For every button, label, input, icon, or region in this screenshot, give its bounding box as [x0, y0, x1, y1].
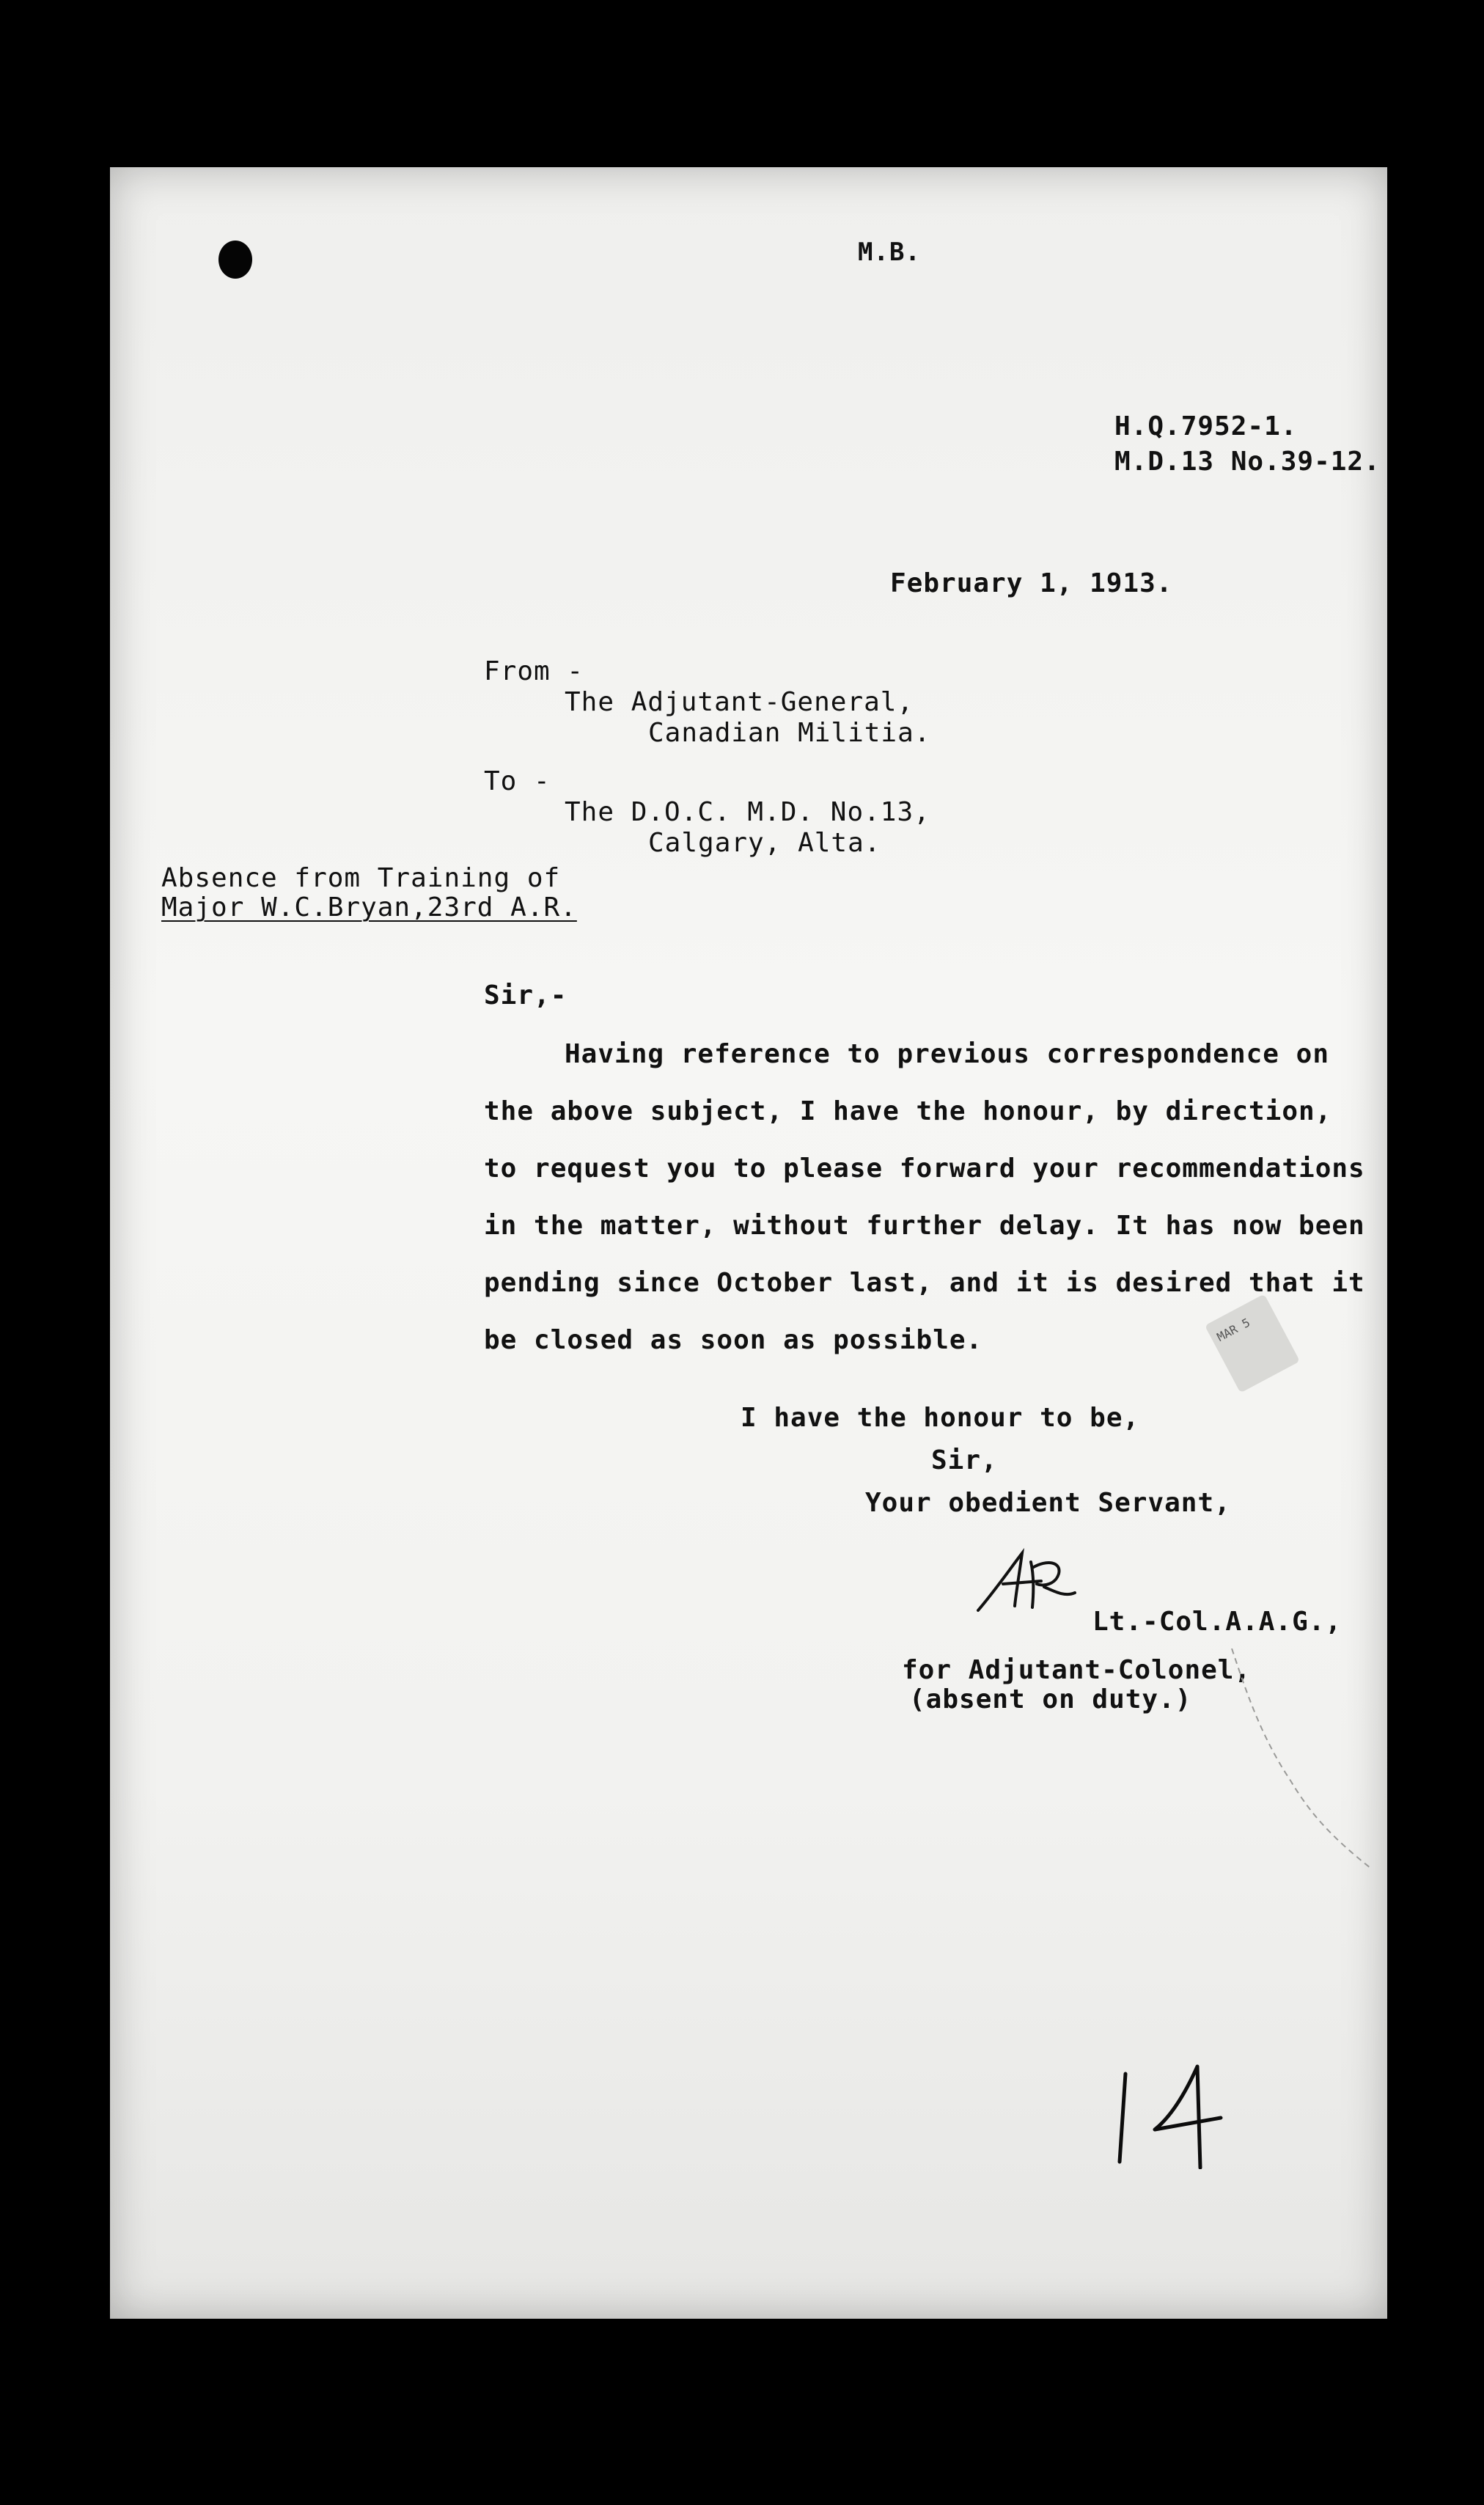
for-line-2: (absent on duty.) [909, 1684, 1192, 1714]
from-line-2: Canadian Militia. [648, 718, 931, 748]
for-line-1: for Adjutant-Colonel, [902, 1655, 1252, 1685]
to-line-2: Calgary, Alta. [648, 828, 881, 858]
closing-line-1: I have the honour to be, [741, 1403, 1140, 1433]
body-line-4: in the matter, without further delay. It has now been [484, 1211, 1365, 1241]
to-label: To - [484, 766, 551, 796]
punch-hole [218, 241, 252, 279]
letter-page [110, 167, 1387, 2319]
body-line-5: pending since October last, and it is desired that it [484, 1268, 1365, 1298]
reference-md: M.D.13 No.39-12. [1114, 447, 1381, 477]
closing-line-3: Your obedient Servant, [865, 1488, 1231, 1518]
from-line-1: The Adjutant-General, [565, 687, 914, 717]
page-number-handwritten [1111, 2059, 1235, 2169]
header-initials: M.B. [858, 238, 921, 267]
body-line-6: be closed as soon as possible. [484, 1325, 983, 1355]
to-line-1: The D.O.C. M.D. No.13, [565, 797, 930, 827]
body-line-3: to request you to please forward your recommendations [484, 1154, 1365, 1184]
body-line-1: Having reference to previous correspondence on [565, 1039, 1329, 1069]
salutation: Sir,- [484, 980, 567, 1011]
subject-line-1: Absence from Training of [161, 863, 561, 893]
signer-title: Lt.-Col.A.A.G., [1092, 1607, 1342, 1637]
body-line-2: the above subject, I have the honour, by direction, [484, 1096, 1332, 1126]
letter-date: February 1, 1913. [890, 568, 1173, 598]
received-stamp: MAR 5 [1205, 1294, 1300, 1393]
from-label: From - [484, 656, 584, 686]
paper-crease [1224, 1648, 1386, 2015]
closing-line-2: Sir, [931, 1445, 998, 1475]
handwritten-signature [974, 1546, 1084, 1619]
subject-line-2: Major W.C.Bryan,23rd A.R. [161, 892, 577, 923]
reference-hq: H.Q.7952-1. [1114, 411, 1298, 441]
